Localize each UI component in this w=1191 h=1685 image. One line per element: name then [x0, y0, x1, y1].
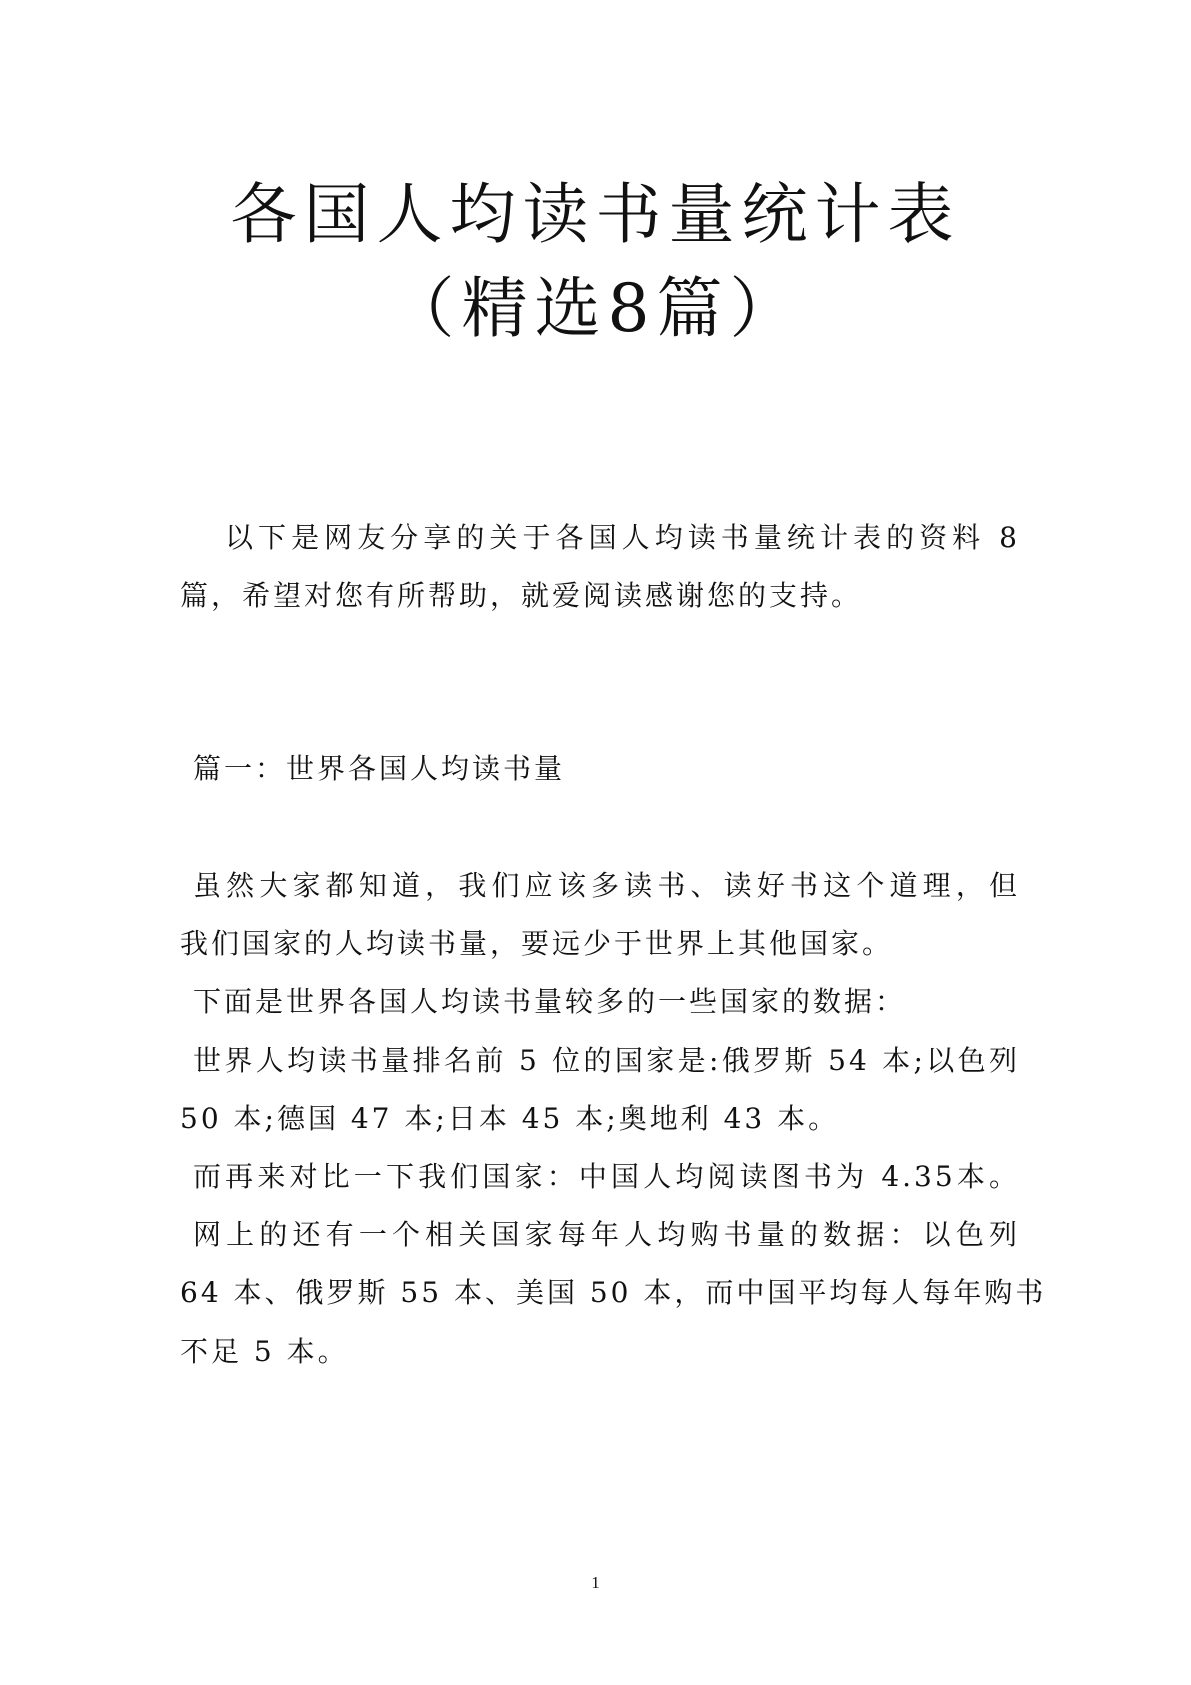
- body-line-3: 下面是世界各国人均读书量较多的一些国家的数据：: [193, 985, 907, 1018]
- page-number: 1: [591, 1573, 600, 1592]
- body-line-5: 50 本;德国 47 本;日本 45 本;奥地利 43 本。: [180, 1102, 840, 1135]
- body-line-6: 而再来对比一下我们国家：中国人均阅读图书为 4.35本。: [193, 1160, 1020, 1193]
- body-line-7: 网上的还有一个相关国家每年人均购书量的数据：以色列: [193, 1218, 1020, 1251]
- intro-line-2: 篇，希望对您有所帮助，就爱阅读感谢您的支持。: [180, 579, 863, 612]
- document-subtitle: （精选8篇）: [388, 270, 803, 347]
- body-line-8: 64 本、俄罗斯 55 本、美国 50 本，而中国平均每人每年购书: [180, 1276, 1047, 1309]
- body-line-1: 虽然大家都知道，我们应该多读书、读好书这个道理，但: [193, 869, 1020, 902]
- body-line-9: 不足 5 本。: [180, 1335, 349, 1368]
- document-title: 各国人均读书量统计表: [230, 176, 961, 253]
- intro-line-1: 以下是网友分享的关于各国人均读书量统计表的资料 8: [225, 521, 1020, 554]
- body-line-2: 我们国家的人均读书量，要远少于世界上其他国家。: [180, 927, 894, 960]
- section-heading: 篇一：世界各国人均读书量: [193, 752, 566, 785]
- body-line-4: 世界人均读书量排名前 5 位的国家是:俄罗斯 54 本;以色列: [193, 1044, 1020, 1077]
